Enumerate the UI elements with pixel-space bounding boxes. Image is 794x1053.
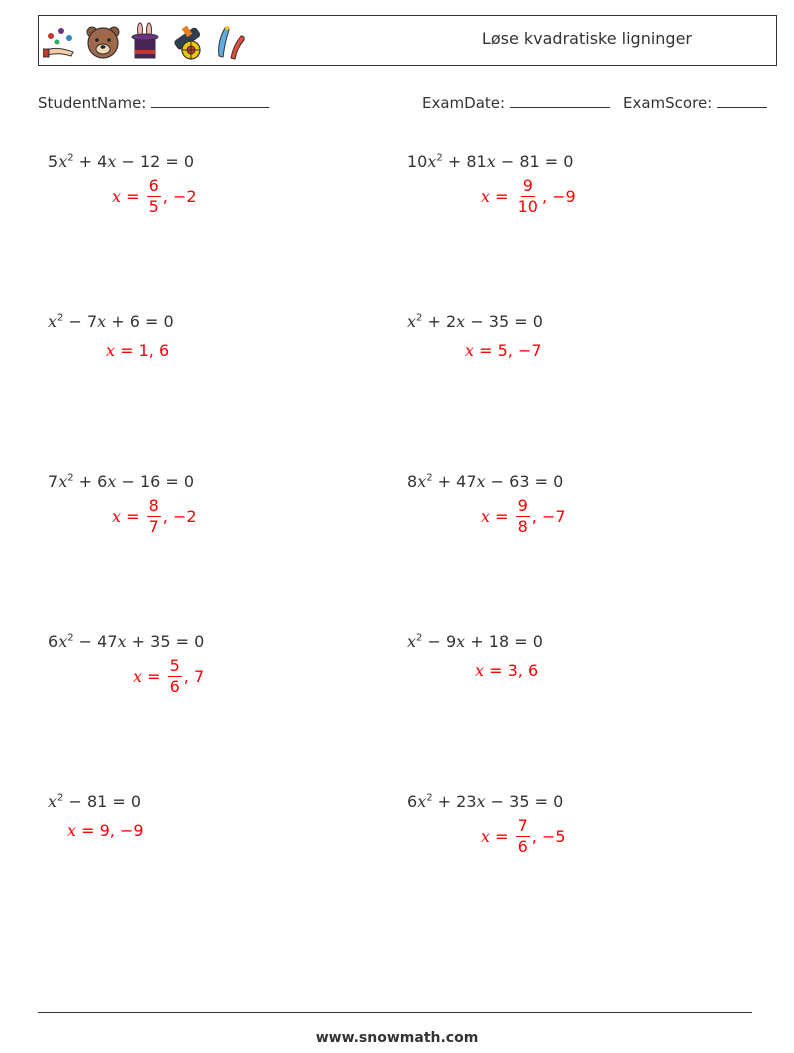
problem-equation: $x^2 - 9x + 18 = 0$: [407, 632, 543, 651]
worksheet-title: Løse kvadratiske ligninger: [481, 29, 692, 48]
magic-hat-icon: [127, 22, 163, 62]
exam-score-blank[interactable]: [717, 93, 767, 108]
exam-date-label: ExamDate:: [422, 94, 506, 112]
worksheet-header: [38, 15, 777, 66]
footer-url[interactable]: www.snowmath.com: [315, 1030, 479, 1046]
student-name-blank[interactable]: [151, 93, 269, 108]
problem-answer: x = $\frac{5}{6}$ , 7: [133, 656, 205, 696]
bear-icon: [85, 22, 121, 62]
problem-answer: x = 9, −9: [67, 821, 144, 840]
problem-answer: x = 5, −7: [465, 341, 542, 360]
cannon-icon: [169, 22, 205, 62]
problem-answer: x = $\frac{9}{10}$ , −9: [481, 176, 576, 216]
problem-equation: $7x^2 + 6x - 16 = 0$: [48, 472, 195, 491]
problem-equation: $x^2 - 81 = 0$: [48, 792, 142, 811]
header-icons: [43, 22, 247, 62]
exam-score-field[interactable]: [623, 93, 767, 112]
problem-equation: $10x^2 + 81x - 81 = 0$: [407, 152, 574, 171]
problem-answer: x = $\frac{8}{7}$ , −2: [112, 496, 197, 536]
problem-equation: $x^2 + 2x - 35 = 0$: [407, 312, 543, 331]
exam-score-label: ExamScore:: [623, 94, 713, 112]
problem-answer: x = $\frac{6}{5}$ , −2: [112, 176, 197, 216]
juggling-pins-icon: [211, 22, 247, 62]
problem-equation: $6x^2 - 47x + 35 = 0$: [48, 632, 205, 651]
problem-answer: x = $\frac{9}{8}$ , −7: [481, 496, 566, 536]
footer-divider: [38, 1012, 752, 1013]
exam-date-field[interactable]: [422, 93, 610, 112]
problem-equation: $6x^2 + 23x - 35 = 0$: [407, 792, 564, 811]
problem-equation: $8x^2 + 47x - 63 = 0$: [407, 472, 564, 491]
exam-date-blank[interactable]: [510, 93, 610, 108]
problem-answer: x = 1, 6: [106, 341, 170, 360]
problem-equation: $x^2 - 7x + 6 = 0$: [48, 312, 174, 331]
juggling-balls-icon: [43, 22, 79, 62]
problem-answer: x = 3, 6: [475, 661, 539, 680]
problem-equation: $5x^2 + 4x - 12 = 0$: [48, 152, 195, 171]
problem-answer: x = $\frac{7}{6}$ , −5: [481, 816, 566, 856]
student-name-field[interactable]: [38, 93, 269, 112]
student-name-label: StudentName:: [38, 94, 147, 112]
